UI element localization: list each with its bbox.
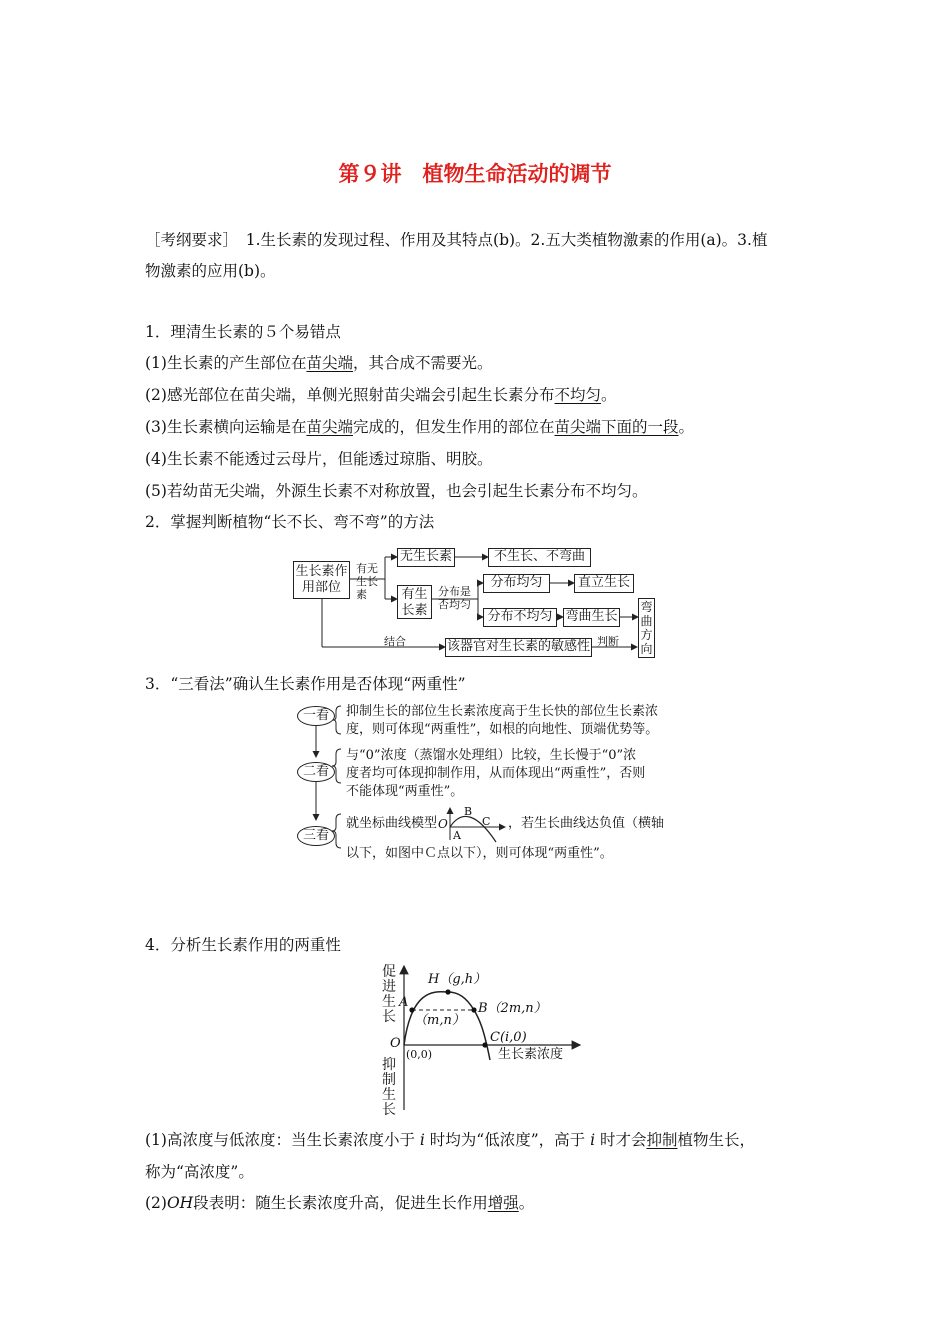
- mini-origin-label: O: [438, 817, 448, 831]
- look3-oval: 三看: [297, 826, 335, 846]
- look1-text-line2: 度，则可体现“两重性”，如根的向地性、顶端优势等。: [346, 722, 659, 737]
- section4-point-1-cont: 称为“高浓度”。: [145, 1163, 254, 1181]
- section4-heading: 4．分析生长素作用的两重性: [145, 936, 341, 954]
- flow-has-auxin-box: 有生长素: [397, 585, 432, 619]
- flow-bend-box: 弯曲生长: [563, 608, 620, 627]
- section1-point-4: (4)生长素不能透过云母片，但能透过琼脂、明胶。: [145, 450, 493, 468]
- section2-heading: 2．掌握判断植物“长不长、弯不弯”的方法: [145, 513, 435, 531]
- mini-point-b-label: B: [464, 805, 473, 818]
- look2-text-line2: 度者均可体现抑制作用，从而体现出“两重性”，否则: [346, 766, 646, 781]
- section1-point-2: (2)感光部位在苗尖端，单侧光照射苗尖端会引起生长素分布不均匀。: [145, 386, 617, 404]
- flow-judge-label: 判断: [597, 635, 619, 648]
- graph-point-mn-label: （m,n）: [414, 1013, 465, 1028]
- section3-heading: 3．“三看法”确认生长素作用是否体现“两重性”: [145, 675, 466, 693]
- flow-even-box: 分布均匀: [483, 574, 550, 593]
- graph-point-c-label: C(i,0): [490, 1030, 527, 1045]
- flow-combine-label: 结合: [384, 635, 406, 648]
- requirements-line-1: ［考纲要求］ 1.生长素的发现过程、作用及其特点(b)。2.五大类植物激素的作用(a)。3.植: [145, 231, 768, 249]
- graph-y-bottom-label: 抑制生长: [382, 1057, 396, 1118]
- section4-point-2: (2)OH段表明：随生长素浓度升高，促进生长作用增强。: [145, 1194, 535, 1212]
- section1-point-5: (5)若幼苗无尖端，外源生长素不对称放置，也会引起生长素分布不均匀。: [145, 482, 648, 500]
- flow-sensitivity-box: 该器官对生长素的敏感性: [445, 638, 592, 657]
- section1-point-1: (1)生长素的产生部位在苗尖端，其合成不需要光。: [145, 354, 493, 372]
- look2-text-line3: 不能体现“两重性”。: [346, 784, 464, 799]
- flow-start-box: 生长素作用部位: [293, 561, 350, 599]
- section1-point-3: (3)生长素横向运输是在苗尖端完成的，但发生作用的部位在苗尖端下面的一段。: [145, 418, 695, 436]
- graph-x-axis-label: 生长素浓度: [498, 1047, 564, 1062]
- look2-oval: 二看: [297, 762, 335, 782]
- requirements-line-2: 物激素的应用(b)。: [145, 262, 276, 280]
- graph-origin-label: O: [390, 1036, 401, 1051]
- section4-point-1: (1)高浓度与低浓度：当生长素浓度小于 i 时均为“低浓度”，高于 i 时才会抑制植物生长，: [145, 1131, 755, 1149]
- flow-has-label: 有无生长素: [356, 562, 378, 601]
- flow-dist-label: 分布是否均匀: [438, 585, 471, 611]
- graph-y-top-label: 促进生长: [382, 964, 396, 1025]
- page-title: 第９讲 植物生命活动的调节: [338, 162, 612, 186]
- graph-point-h-label: H（g,h）: [428, 972, 487, 987]
- flow-straight-box: 直立生长: [574, 574, 634, 593]
- look1-oval: 一看: [297, 706, 335, 726]
- mini-point-a-label: A: [453, 829, 461, 842]
- graph-point-b-label: B（2m,n）: [478, 1001, 547, 1016]
- look3-text-line2: 以下，如图中Ｃ点以下），则可体现“两重性”。: [346, 846, 613, 861]
- look1-text-line1: 抑制生长的部位生长素浓度高于生长快的部位生长素浓: [346, 704, 659, 719]
- flow-uneven-box: 分布不均匀: [483, 608, 557, 627]
- section1-heading: 1．理清生长素的５个易错点: [145, 323, 341, 341]
- flow-no-auxin-box: 无生长素: [397, 548, 455, 567]
- flow-direction-box: 弯曲方向: [638, 598, 655, 658]
- graph-origin-coord: (0,0): [406, 1048, 433, 1061]
- graph-point-a-label: A: [399, 995, 409, 1010]
- flow-no-growth-box: 不生长、不弯曲: [488, 548, 591, 567]
- look3-text-line1a: 就坐标曲线模型: [346, 816, 438, 831]
- mini-point-c-label: C: [482, 815, 491, 828]
- look2-text-line1: 与“0”浓度（蒸馏水处理组）比较，生长慢于“0”浓: [346, 748, 637, 763]
- look3-text-line1b: ，若生长曲线达负值（横轴: [508, 816, 665, 831]
